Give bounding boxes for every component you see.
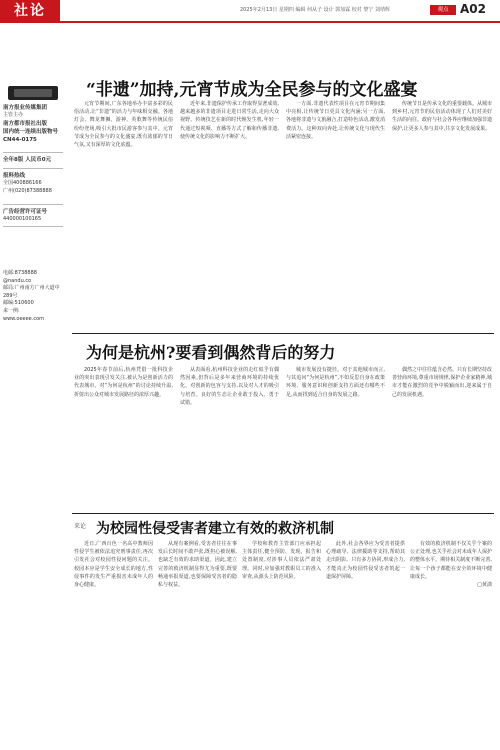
masthead-rule: [0, 21, 500, 23]
article3-author: □黄潇: [477, 582, 492, 589]
article1-col3: 一方面,非遗代表性项目在元宵节期间集中亮相,让传统节日更具文化内涵;另一方面,各地将非遗与文旅融合,打造特色活动,激发消费活力。这种双向奔赴,让传统文化与现代生活紧密连接。: [286, 101, 385, 140]
article1-headline: “非遗”加持,元宵节成为全民参与的文化盛宴: [86, 80, 418, 100]
category-tag: 观点: [430, 5, 456, 15]
masthead: [0, 0, 500, 22]
publisher-block: 南方报业传媒集团 主管主办 南方都市报社出版 国内统一连续出版物号 CN44-0175: [3, 105, 59, 144]
price-block: 全年8版 人民币0元: [3, 157, 52, 163]
license-block: 广告经营许可证号 440000100165: [3, 209, 48, 223]
article3-col5: 有效的救济机制不仅关乎个案的公正处理,也关乎社会对未成年人保护的整体水平。期待相关制度不断完善,让每一个孩子都能在安全的环境中健康成长。 □黄潇: [410, 541, 492, 589]
article3-col3: 学校和教育主管部门应承担起主体责任,健全预防、发现、报告和处置制度,对涉事人员依法严肃处理。同时,应加强对教职员工的准入审查,从源头上防范风险。: [242, 541, 321, 580]
section-badge: 社论: [0, 0, 60, 22]
article3-col2: 从现有案例看,受害者往往在事发后长时间不敢声张,既担心被误解,也缺乏有效的求助渠道。因此,建立完善的救济机制显得尤为重要,既要畅通举报渠道,也要保障受害者的隐私与权益。: [158, 541, 237, 589]
page-number: A02: [460, 2, 486, 16]
article2-col1: 2025年春节前后,杭州凭借一批科技企业的突出表现引发关注,被认为是创新活力的代表城市。对“为何是杭州”的讨论持续升温,折射出公众对城市发展路径的浓厚兴趣。: [74, 367, 173, 398]
website-block: 来一例: www.oeeee.com: [3, 308, 45, 322]
sidebar-info: [0, 26, 66, 750]
article2-col3: 城市发展没有捷径。对于其他城市而言,与其追问“为何是杭州”,不如反思自身在政策环境、服务意识和创新支持方面还有哪些不足,从而找到适合自身的发展之路。: [286, 367, 385, 398]
article3-label: 来论: [74, 523, 87, 530]
article1-col1: 元宵节期间,广东各地举办丰富多彩的民俗活动,让“非遗”的活力与年味相交融。各地灯会、舞龙舞狮、游神、英歌舞等传统民俗纷纷登场,吸引大批市民游客参与其中。元宵节成为全民参与的文化盛宴,既有浓郁的节日气氛,又有深厚的文化底蕴。: [74, 101, 173, 149]
divider-1: [72, 333, 494, 334]
article1-col4: 传统节日是传承文化的重要载体。从城市到乡村,元宵节的民俗活动体现了人们对美好生活的向往。政府与社会各界应继续加强非遗保护,让更多人参与其中,共享文化发展成果。: [392, 101, 492, 132]
divider-2: [72, 513, 494, 514]
article2-col2: 从表面看,杭州科技企业的走红似乎有偶然因素,但背后是多年来营商环境的持续优化、对创新的包容与支持,以及对人才的吸引与培育。良好的生态让企业敢于投入、勇于试错。: [180, 367, 279, 406]
article2-headline: 为何是杭州?要看到偶然背后的努力: [86, 343, 336, 362]
article2-col4: 偶然之中往往蕴含必然。只有长期坚持改善营商环境,尊重市场规律,保护企业家精神,城市才能在激烈的竞争中脱颖而出,迎来属于自己的发展机遇。: [392, 367, 492, 398]
issue-info: 2025年2月13日 星期四 编辑 何从子 设计 郭加霖 校对 黎宁 刘靖辉: [240, 7, 390, 13]
article3-col1: 近日,广西百色一名高中教师因性侵学生被依法追究刑事责任,再次引发社会对校园性侵问题的关注。校园本应是学生安全成长的地方,性侵事件的发生严重损害未成年人的身心健康。: [74, 541, 153, 589]
contact-block: 电邮:8738888 @nandu.co 邮局:广州南方广州大道中289号 邮编:510600: [3, 270, 60, 306]
article1-col2: 近年来,非遗保护传承工作取得显著成效,越来越多的非遗项目走进日常生活,走向大众视野。传统技艺在新的时代焕发生机,年轻一代通过短视频、直播等方式了解和传播非遗,使传统文化的影响力不断扩大。: [180, 101, 279, 140]
article3-col4: 此外,社会各界应为受害者提供心理疏导、法律援助等支持,帮助其走出阴影。只有多方协同,形成合力,才能真正为校园性侵受害者筑起一道保护屏障。: [326, 541, 405, 580]
newspaper-logo: [8, 86, 58, 100]
hotline-block: 报料热线 全国400886166 广州(020)87388888: [3, 173, 52, 194]
article3-headline: 为校园性侵受害者建立有效的救济机制: [96, 521, 334, 537]
